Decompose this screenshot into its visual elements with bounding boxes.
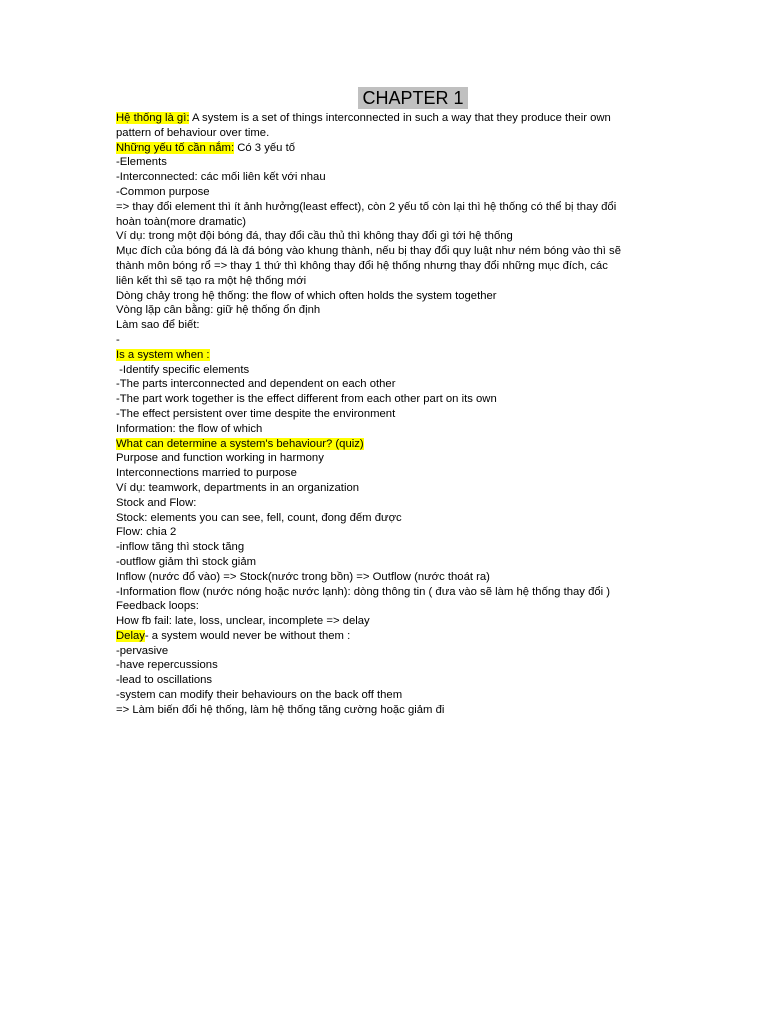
text-line [116,259,656,274]
text-line [116,644,656,659]
line-text: - a system would never be without them : [144,629,351,642]
document-body [116,111,656,718]
highlighted-text: What can determine a system's behaviour? (quiz) [116,437,364,450]
line-text: -Elements [116,156,167,169]
line-text: => Làm biến đổi hệ thống, làm hệ thống tăng cường hoặc giảm đi [116,703,445,716]
line-text: Flow: chia 2 [116,526,177,539]
text-line [116,229,656,244]
text-line [116,333,656,348]
text-line [116,170,656,185]
text-line [116,599,656,614]
text-line [116,244,656,259]
highlighted-text: Delay [116,629,145,642]
text-line [116,126,656,141]
line-text: Feedback loops: [116,600,199,613]
line-text: => thay đổi element thì ít ảnh hưởng(least effect), còn 2 yếu tố còn lại thì hệ thống có thể bị thay đổi [116,200,617,213]
text-line [116,111,656,126]
line-text: -inflow tăng thì stock tăng [116,541,245,554]
line-text: -Common purpose [116,185,210,198]
line-text: -lead to oscillations [116,674,213,687]
line-text: Làm sao để biết: [116,319,200,332]
line-text: thành môn bóng rổ => thay 1 thứ thì không thay đổi hệ thống nhưng thay đổi những mục đích, các [116,259,608,272]
text-line [116,422,656,437]
line-text: -system can modify their behaviours on the back off them [116,689,403,702]
title-container [0,87,768,109]
line-text: Ví dụ: teamwork, departments in an organization [116,481,360,494]
text-line [116,688,656,703]
line-text: Có 3 yếu tố [234,141,296,154]
line-text: -pervasive [116,644,169,657]
text-line [116,303,656,318]
line-text: -Interconnected: các mối liên kết với nhau [116,171,326,184]
text-line [116,437,656,452]
text-line [116,673,656,688]
line-text: How fb fail: late, loss, unclear, incomplete => delay [116,615,370,628]
text-line [116,141,656,156]
line-text: pattern of behaviour over time. [116,126,270,139]
line-text: -have repercussions [116,659,218,672]
text-line [116,377,656,392]
line-text: Purpose and function working in harmony [116,452,324,465]
text-line [116,215,656,230]
highlighted-text: Hệ thống là gì: [116,112,190,124]
text-line [116,392,656,407]
text-line [116,555,656,570]
text-line [116,496,656,511]
text-line [116,585,656,600]
line-text: Stock and Flow: [116,496,197,509]
text-line [116,703,656,718]
line-text: hoàn toàn(more dramatic) [116,215,246,228]
text-line [116,629,656,644]
text-line [116,363,656,378]
highlighted-text: Những yếu tố cần nắm: [116,141,235,154]
text-line [116,289,656,304]
line-text: -outflow giảm thì stock giảm [116,555,257,568]
line-text: A system is a set of things interconnected in such a way that they produce their own [189,112,611,124]
line-text: liên kết thì sẽ tạo ra một hệ thống mới [116,274,307,287]
line-text: Mục đích của bóng đá là đá bóng vào khung thành, nếu bị thay đổi quy luật như ném bóng vào thì sẽ [116,245,621,258]
text-line [116,614,656,629]
text-line [116,540,656,555]
chapter-title: CHAPTER 1 [358,87,467,109]
text-line [116,200,656,215]
highlighted-text: Is a system when : [116,348,210,361]
text-line [116,407,656,422]
line-text: Interconnections married to purpose [116,467,297,480]
text-line [116,658,656,673]
text-line [116,525,656,540]
line-text: Information: the flow of which [116,422,263,435]
text-line [116,481,656,496]
line-text: -The part work together is the effect different from each other part on its own [116,393,497,406]
line-text: -Identify specific elements [116,363,250,376]
text-line [116,185,656,200]
text-line [116,511,656,526]
line-text: -Information flow (nước nóng hoặc nước lạnh): dòng thông tin ( đưa vào sẽ làm hệ thống thay đổi ) [116,585,611,598]
line-text: Dòng chảy trong hệ thống: the flow of which often holds the system together [116,289,497,302]
text-line [116,155,656,170]
text-line [116,318,656,333]
text-line [116,570,656,585]
line-text: Ví dụ: trong một đội bóng đá, thay đổi cầu thủ thì không thay đổi gì tới hệ thống [116,230,513,243]
text-line [116,274,656,289]
text-line [116,451,656,466]
line-text: Vòng lặp cân bằng: giữ hệ thống ổn định [116,304,321,317]
line-text: Inflow (nước đổ vào) => Stock(nước trong bồn) => Outflow (nước thoát ra) [116,570,490,583]
line-text: - [116,333,120,346]
line-text: -The effect persistent over time despite the environment [116,407,396,420]
text-line [116,348,656,363]
line-text: Stock: elements you can see, fell, count, đong đếm được [116,511,402,524]
line-text: -The parts interconnected and dependent on each other [116,378,396,391]
text-line [116,466,656,481]
